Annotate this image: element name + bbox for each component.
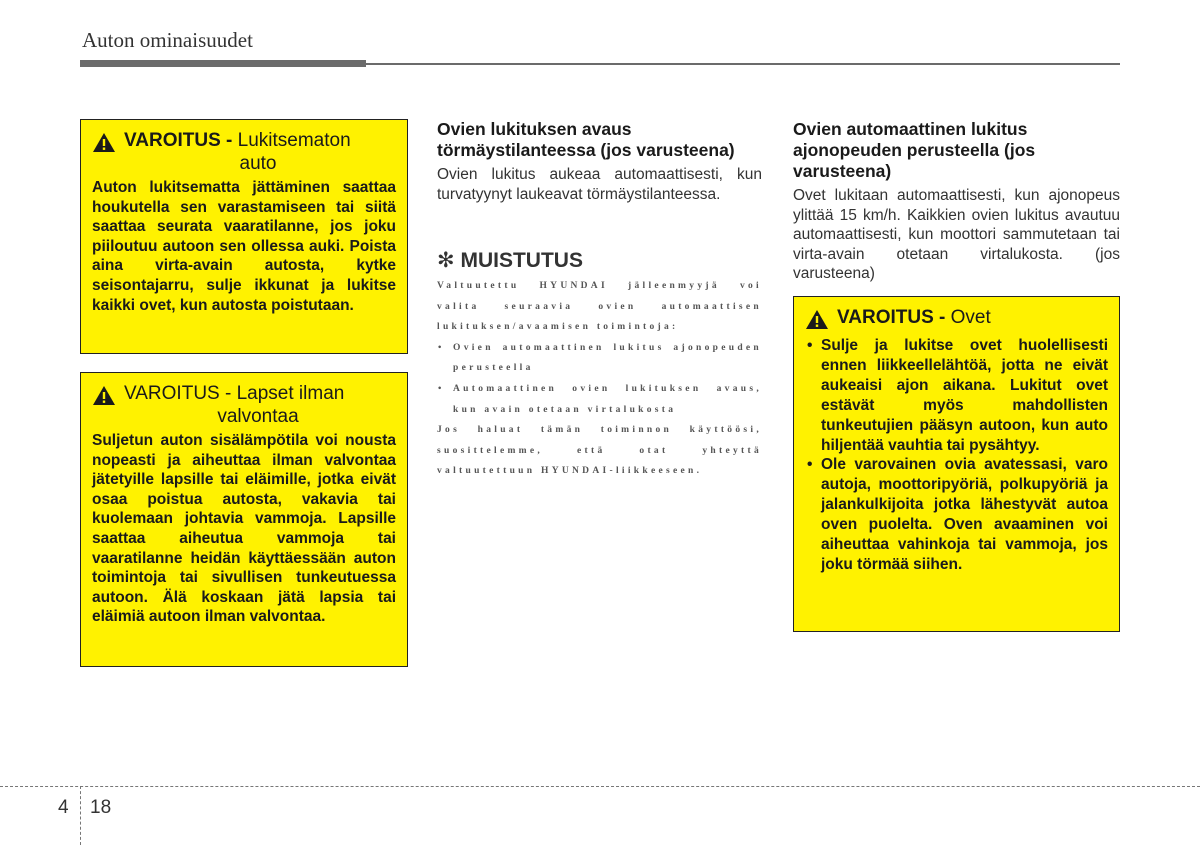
warning-list-item: • Sulje ja lukitse ovet huolellisesti ennen liikkeellelähtöä, jotta ne eivät aukeaisi ajon aikana. Lukitut ovet estävät myös mahdollisten tunkeutujien pääsyn autoon, kun auto hiljentää vauhtia tai pysähtyy. [821, 336, 1108, 455]
footer-divider-vertical [80, 786, 81, 845]
warning-title: VAROITUS - Lapset ilman [124, 383, 345, 404]
warning-triangle-icon [92, 385, 116, 406]
header-rule-thick [80, 60, 366, 67]
warning-title: VAROITUS - Lukitsematon [124, 130, 351, 151]
note-list-item: • Ovien automaattinen lukitus ajonopeuden perusteella [453, 338, 762, 379]
warning-subtitle: valvontaa [217, 406, 299, 427]
note-heading: ✻ MUISTUTUS [437, 249, 583, 272]
section-body-crash-unlock: Ovien lukitus aukeaa automaattisesti, kun turvatyynyt laukeavat törmäystilanteessa. [437, 166, 762, 203]
note-list-item: • Automaattinen ovien lukituksen avaus, kun avain otetaan virtalukosta [453, 379, 762, 420]
warning-subtitle: auto [239, 153, 277, 174]
header-rule-thin [366, 63, 1120, 65]
warning-body: Suljetun auton sisälämpötila voi nousta nopeasti ja aiheuttaa ilman valvontaa jätetyille lapsille tai eläimille, jotka eivät osaa poistua autosta, vakavia tai kuolemaan johtavia vammoja. Lapsille saattaa aiheutua vammoja tai vaaratilanne heidän käyttäessään auton toimintoja tai sivullisen tunkeutuessa autoon. Älä koskaan jätä lapsia tai eläimiä autoon ilman valvontaa. [92, 432, 396, 626]
note-outro: Jos haluat tämän toiminnon käyttöösi, suosittelemme, että otat yhteyttä valtuutettuun HYUNDAI-liikkeeseen. [437, 425, 762, 477]
warning-box-unattended-children [80, 372, 408, 667]
note-list [437, 338, 762, 420]
footer-divider [0, 786, 1200, 787]
note-body [437, 276, 762, 482]
chapter-number: 4 [58, 797, 69, 818]
page-header-title: Auton ominaisuudet [82, 28, 253, 52]
warning-box-unlocked-car [80, 119, 408, 354]
section-heading-speed-lock: Ovien automaattinen lukitus ajonopeuden perusteella (jos varusteena) [793, 119, 1036, 181]
note-intro: Valtuutettu HYUNDAI jälleenmyyjä voi valita seuraavia ovien automaattisen lukituksen/avaamisen toimintoja: [437, 281, 762, 333]
warning-box-doors [793, 296, 1120, 632]
section-body-speed-lock: Ovet lukitaan automaattisesti, kun ajonopeus ylittää 15 km/h. Kaikkien ovien lukitus avautuu automaattisesti, kun moottori sammutetaan tai virta-avain otetaan virtalukosta. (jos varusteena) [793, 187, 1120, 282]
warning-list-item: • Ole varovainen ovia avatessasi, varo autoja, moottoripyöriä, polkupyöriä ja jalankulkijoita jotka lähestyvät autoa oven puolelta. Oven avaaminen voi aiheuttaa vahinkoja tai vammoja, jos joku törmää siihen. [821, 455, 1108, 574]
section-heading-crash-unlock: Ovien lukituksen avaus törmäystilanteessa (jos varusteena) [437, 119, 735, 160]
warning-title: VAROITUS - Ovet [837, 307, 991, 328]
warning-body: Auton lukitsematta jättäminen saattaa houkutella sen varastamiseen tai siitä saattaa seurata vaaratilanne, jos joku piiloutuu autoon sen ollessa auki. Poista aina virta-avain autosta, kytke seisontajarru, sulje ikkunat ja lukitse kaikki ovet, kun autosta poistutaan. [92, 179, 396, 314]
page-number: 18 [90, 797, 112, 818]
warning-triangle-icon [92, 132, 116, 153]
warning-triangle-icon [805, 309, 829, 330]
note-asterisk-icon: ✻ [437, 249, 455, 272]
warning-list [805, 336, 1108, 575]
